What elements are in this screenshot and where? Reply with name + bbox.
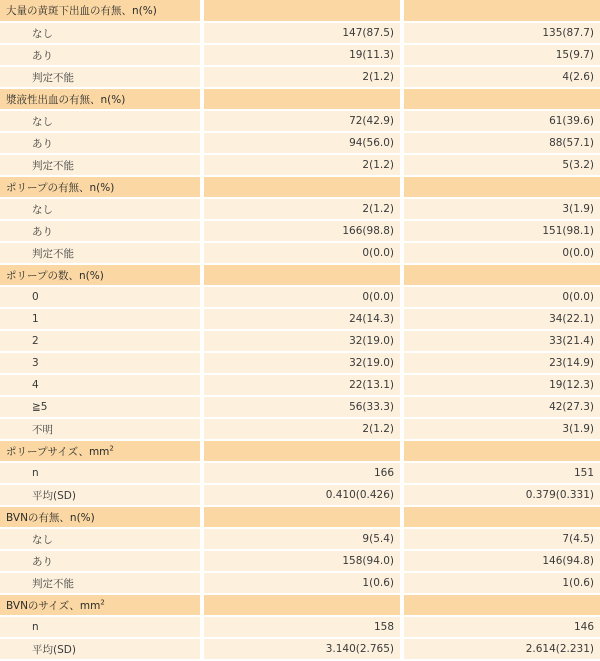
table-row: [0, 484, 600, 506]
table-row: [0, 44, 600, 66]
section-title-superscript: 2: [100, 598, 105, 606]
row-label: なし: [0, 22, 202, 44]
table-row: [0, 198, 600, 220]
group1-value: 158(94.0): [202, 550, 402, 572]
group2-value: 151: [402, 462, 600, 484]
group1-value: 22(13.1): [202, 374, 402, 396]
section-title-text: BVNの有無、n(%): [6, 511, 95, 524]
table-row: [0, 616, 600, 638]
group2-value: 1(0.6): [402, 572, 600, 594]
section-header-empty-cell: [202, 264, 402, 286]
row-label: 平均(SD): [0, 638, 202, 660]
group1-value: 32(19.0): [202, 352, 402, 374]
group1-value: 0(0.0): [202, 286, 402, 308]
section-title-text: BVNのサイズ、mm: [6, 599, 101, 612]
group1-value: 1(0.6): [202, 572, 402, 594]
group2-value: 15(9.7): [402, 44, 600, 66]
row-label: ≧5: [0, 396, 202, 418]
table-row: [0, 110, 600, 132]
group1-value: 166(98.8): [202, 220, 402, 242]
group2-value: 146: [402, 616, 600, 638]
section-title-text: 大量の黄斑下出血の有無、n(%): [6, 5, 157, 17]
row-label: なし: [0, 528, 202, 550]
group2-value: 88(57.1): [402, 132, 600, 154]
table-row: [0, 374, 600, 396]
row-label: あり: [0, 550, 202, 572]
row-label: 1: [0, 308, 202, 330]
section-header-empty-cell: [202, 176, 402, 198]
table-row: [0, 572, 600, 594]
group1-value: 72(42.9): [202, 110, 402, 132]
row-label: 3: [0, 352, 202, 374]
table-row: [0, 132, 600, 154]
table-row: [0, 242, 600, 264]
section-header-row: [0, 176, 600, 198]
group1-value: 2(1.2): [202, 198, 402, 220]
group2-value: 151(98.1): [402, 220, 600, 242]
section-title-text: 漿液性出血の有無、n(%): [6, 93, 126, 106]
group1-value: 2(1.2): [202, 418, 402, 440]
section-header-row: [0, 594, 600, 616]
group1-value: 158: [202, 616, 402, 638]
group2-value: 3(1.9): [402, 418, 600, 440]
group1-value: 56(33.3): [202, 396, 402, 418]
group2-value: 2.614(2.231): [402, 638, 600, 660]
row-label: 0: [0, 286, 202, 308]
group2-value: 5(3.2): [402, 154, 600, 176]
section-title-text: ポリープサイズ、mm: [6, 445, 110, 458]
section-header-empty-cell: [402, 0, 600, 22]
group1-value: 166: [202, 462, 402, 484]
table-row: [0, 352, 600, 374]
group2-value: 61(39.6): [402, 110, 600, 132]
group1-value: 2(1.2): [202, 154, 402, 176]
section-title-text: ポリープの数、n(%): [6, 269, 104, 282]
section-header-empty-cell: [402, 88, 600, 110]
row-label: n: [0, 616, 202, 638]
row-label: なし: [0, 198, 202, 220]
table-row: [0, 462, 600, 484]
group2-value: 0.379(0.331): [402, 484, 600, 506]
section-title: [0, 594, 202, 616]
group1-value: 3.140(2.765): [202, 638, 402, 660]
group2-value: 146(94.8): [402, 550, 600, 572]
row-label: n: [0, 462, 202, 484]
row-label: 判定不能: [0, 572, 202, 594]
table-row: [0, 154, 600, 176]
section-header-empty-cell: [202, 594, 402, 616]
section-header-empty-cell: [402, 176, 600, 198]
section-header-empty-cell: [202, 0, 402, 22]
table-row: [0, 22, 600, 44]
section-header-empty-cell: [202, 440, 402, 462]
section-header-row: [0, 0, 600, 22]
section-header-row: [0, 440, 600, 462]
table-row: [0, 330, 600, 352]
table-row: [0, 220, 600, 242]
section-title-superscript: 2: [109, 444, 114, 452]
row-label: 判定不能: [0, 154, 202, 176]
section-header-empty-cell: [202, 88, 402, 110]
section-header-empty-cell: [402, 506, 600, 528]
section-title-text: ポリープの有無、n(%): [6, 181, 115, 194]
row-label: あり: [0, 44, 202, 66]
row-label: 平均(SD): [0, 484, 202, 506]
group1-value: 0(0.0): [202, 242, 402, 264]
row-label: 判定不能: [0, 242, 202, 264]
row-label: 2: [0, 330, 202, 352]
table-row: [0, 396, 600, 418]
table-row: [0, 66, 600, 88]
table-row: [0, 550, 600, 572]
group2-value: 4(2.6): [402, 66, 600, 88]
section-header-row: [0, 88, 600, 110]
group2-value: 3(1.9): [402, 198, 600, 220]
group1-value: 147(87.5): [202, 22, 402, 44]
table-row: [0, 638, 600, 660]
group2-value: 23(14.9): [402, 352, 600, 374]
section-header-row: [0, 264, 600, 286]
group1-value: 19(11.3): [202, 44, 402, 66]
section-header-empty-cell: [402, 594, 600, 616]
group2-value: 0(0.0): [402, 242, 600, 264]
section-title: [0, 176, 202, 198]
table-row: [0, 418, 600, 440]
group1-value: 2(1.2): [202, 66, 402, 88]
group2-value: 33(21.4): [402, 330, 600, 352]
row-label: 判定不能: [0, 66, 202, 88]
row-label: なし: [0, 110, 202, 132]
group2-value: 19(12.3): [402, 374, 600, 396]
section-header-empty-cell: [202, 506, 402, 528]
group1-value: 9(5.4): [202, 528, 402, 550]
group2-value: 42(27.3): [402, 396, 600, 418]
group1-value: 32(19.0): [202, 330, 402, 352]
row-label: あり: [0, 132, 202, 154]
section-title: [0, 0, 202, 22]
group2-value: 34(22.1): [402, 308, 600, 330]
section-title: [0, 88, 202, 110]
group2-value: 7(4.5): [402, 528, 600, 550]
section-header-row: [0, 506, 600, 528]
section-header-empty-cell: [402, 440, 600, 462]
section-title: [0, 440, 202, 462]
group1-value: 94(56.0): [202, 132, 402, 154]
group2-value: 0(0.0): [402, 286, 600, 308]
section-title: [0, 506, 202, 528]
table-row: [0, 286, 600, 308]
table-row: [0, 308, 600, 330]
table-row: [0, 528, 600, 550]
row-label: 不明: [0, 418, 202, 440]
row-label: 4: [0, 374, 202, 396]
section-header-empty-cell: [402, 264, 600, 286]
group1-value: 0.410(0.426): [202, 484, 402, 506]
row-label: あり: [0, 220, 202, 242]
section-title: [0, 264, 202, 286]
group1-value: 24(14.3): [202, 308, 402, 330]
group2-value: 135(87.7): [402, 22, 600, 44]
